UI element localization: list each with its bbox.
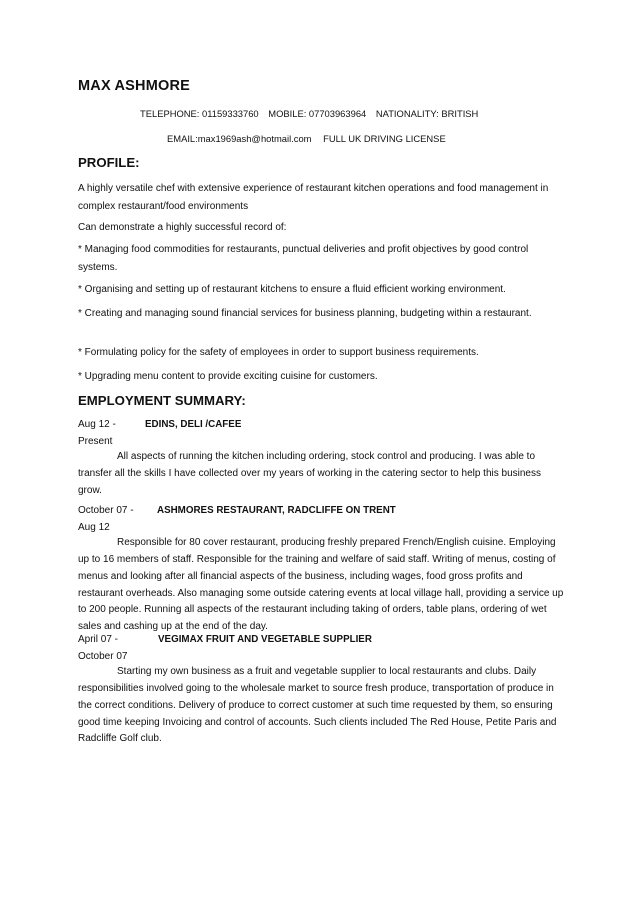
mobile: MOBILE: 07703963964 bbox=[268, 108, 367, 119]
job-entry bbox=[78, 503, 564, 636]
candidate-name: MAX ASHMORE bbox=[78, 78, 191, 94]
profile-item: * Formulating policy for the safety of employees in order to support business requirements. bbox=[78, 347, 479, 358]
profile-item: * Managing food commodities for restaurants, punctual deliveries and profit objectives by good control systems. bbox=[78, 244, 529, 273]
nationality: NATIONALITY: BRITISH bbox=[375, 108, 479, 119]
job-date-to: Present bbox=[78, 435, 113, 447]
job-date-from: October 07 - bbox=[78, 505, 134, 516]
job-entry bbox=[78, 417, 564, 500]
driving-license: FULL UK DRIVING LICENSE bbox=[323, 133, 446, 144]
contact-line-email bbox=[167, 133, 455, 144]
job-dates bbox=[78, 632, 148, 665]
employment-heading: EMPLOYMENT SUMMARY: bbox=[78, 393, 246, 408]
profile-heading: PROFILE: bbox=[78, 155, 140, 170]
job-date-to: Aug 12 bbox=[78, 521, 110, 533]
job-dates bbox=[78, 417, 148, 450]
job-entry bbox=[78, 632, 564, 748]
job-date-to: October 07 bbox=[78, 650, 128, 662]
profile-intro: A highly versatile chef with extensive experience of restaurant kitchen operations and food management in complex restaurant/food environments bbox=[78, 183, 549, 212]
job-employer: ASHMORES RESTAURANT, RADCLIFFE ON TRENT bbox=[157, 505, 396, 516]
telephone: TELEPHONE: 01159333760 bbox=[140, 108, 259, 119]
job-description: All aspects of running the kitchen including ordering, stock control and producing. I was able to transfer all the skills I have collected over my years of working in the catering sector to help this business grow. bbox=[78, 451, 541, 496]
job-employer: VEGIMAX FRUIT AND VEGETABLE SUPPLIER bbox=[158, 634, 372, 645]
job-description: Responsible for 80 cover restaurant, producing freshly prepared French/English cuisine. Employing up to 16 members of staff. Responsible for the training and welfare of said staff. Writing of menus, costing of menus and looking after all financial aspects of the business, including wages, food gross profits and restaurant overheads. Also managing some outside catering events at local village hall, providing a service up to 200 people. Running all aspects of the restaurant including taking of orders, table plans, ordering of wet sales and cashing up at the end of the day. bbox=[78, 537, 564, 632]
job-employer: EDINS, DELI /CAFEE bbox=[145, 419, 242, 430]
email: EMAIL:max1969ash@hotmail.com bbox=[167, 133, 312, 144]
job-dates bbox=[78, 503, 148, 536]
profile-item: * Upgrading menu content to provide exciting cuisine for customers. bbox=[78, 371, 378, 382]
job-date-from: April 07 - bbox=[78, 634, 119, 645]
job-description: Starting my own business as a fruit and vegetable supplier to local restaurants and clubs. Daily responsibilities involved going to the wholesale market to source fresh produce, transportation of produce in the correct conditions. Delivery of produce to correct customer at such time requested by them, so ensuring good time keeping Invoicing and control of accounts. Such clients included The Red House, Petite Paris and Radcliffe Golf club. bbox=[78, 666, 557, 745]
contact-line-phone bbox=[140, 108, 485, 119]
profile-item: * Organising and setting up of restaurant kitchens to ensure a fluid efficient working environment. bbox=[78, 284, 506, 295]
job-date-from: Aug 12 - bbox=[78, 419, 116, 430]
profile-record-intro: Can demonstrate a highly successful record of: bbox=[78, 222, 287, 233]
profile-item: * Creating and managing sound financial services for business planning, budgeting within a restaurant. bbox=[78, 308, 532, 319]
